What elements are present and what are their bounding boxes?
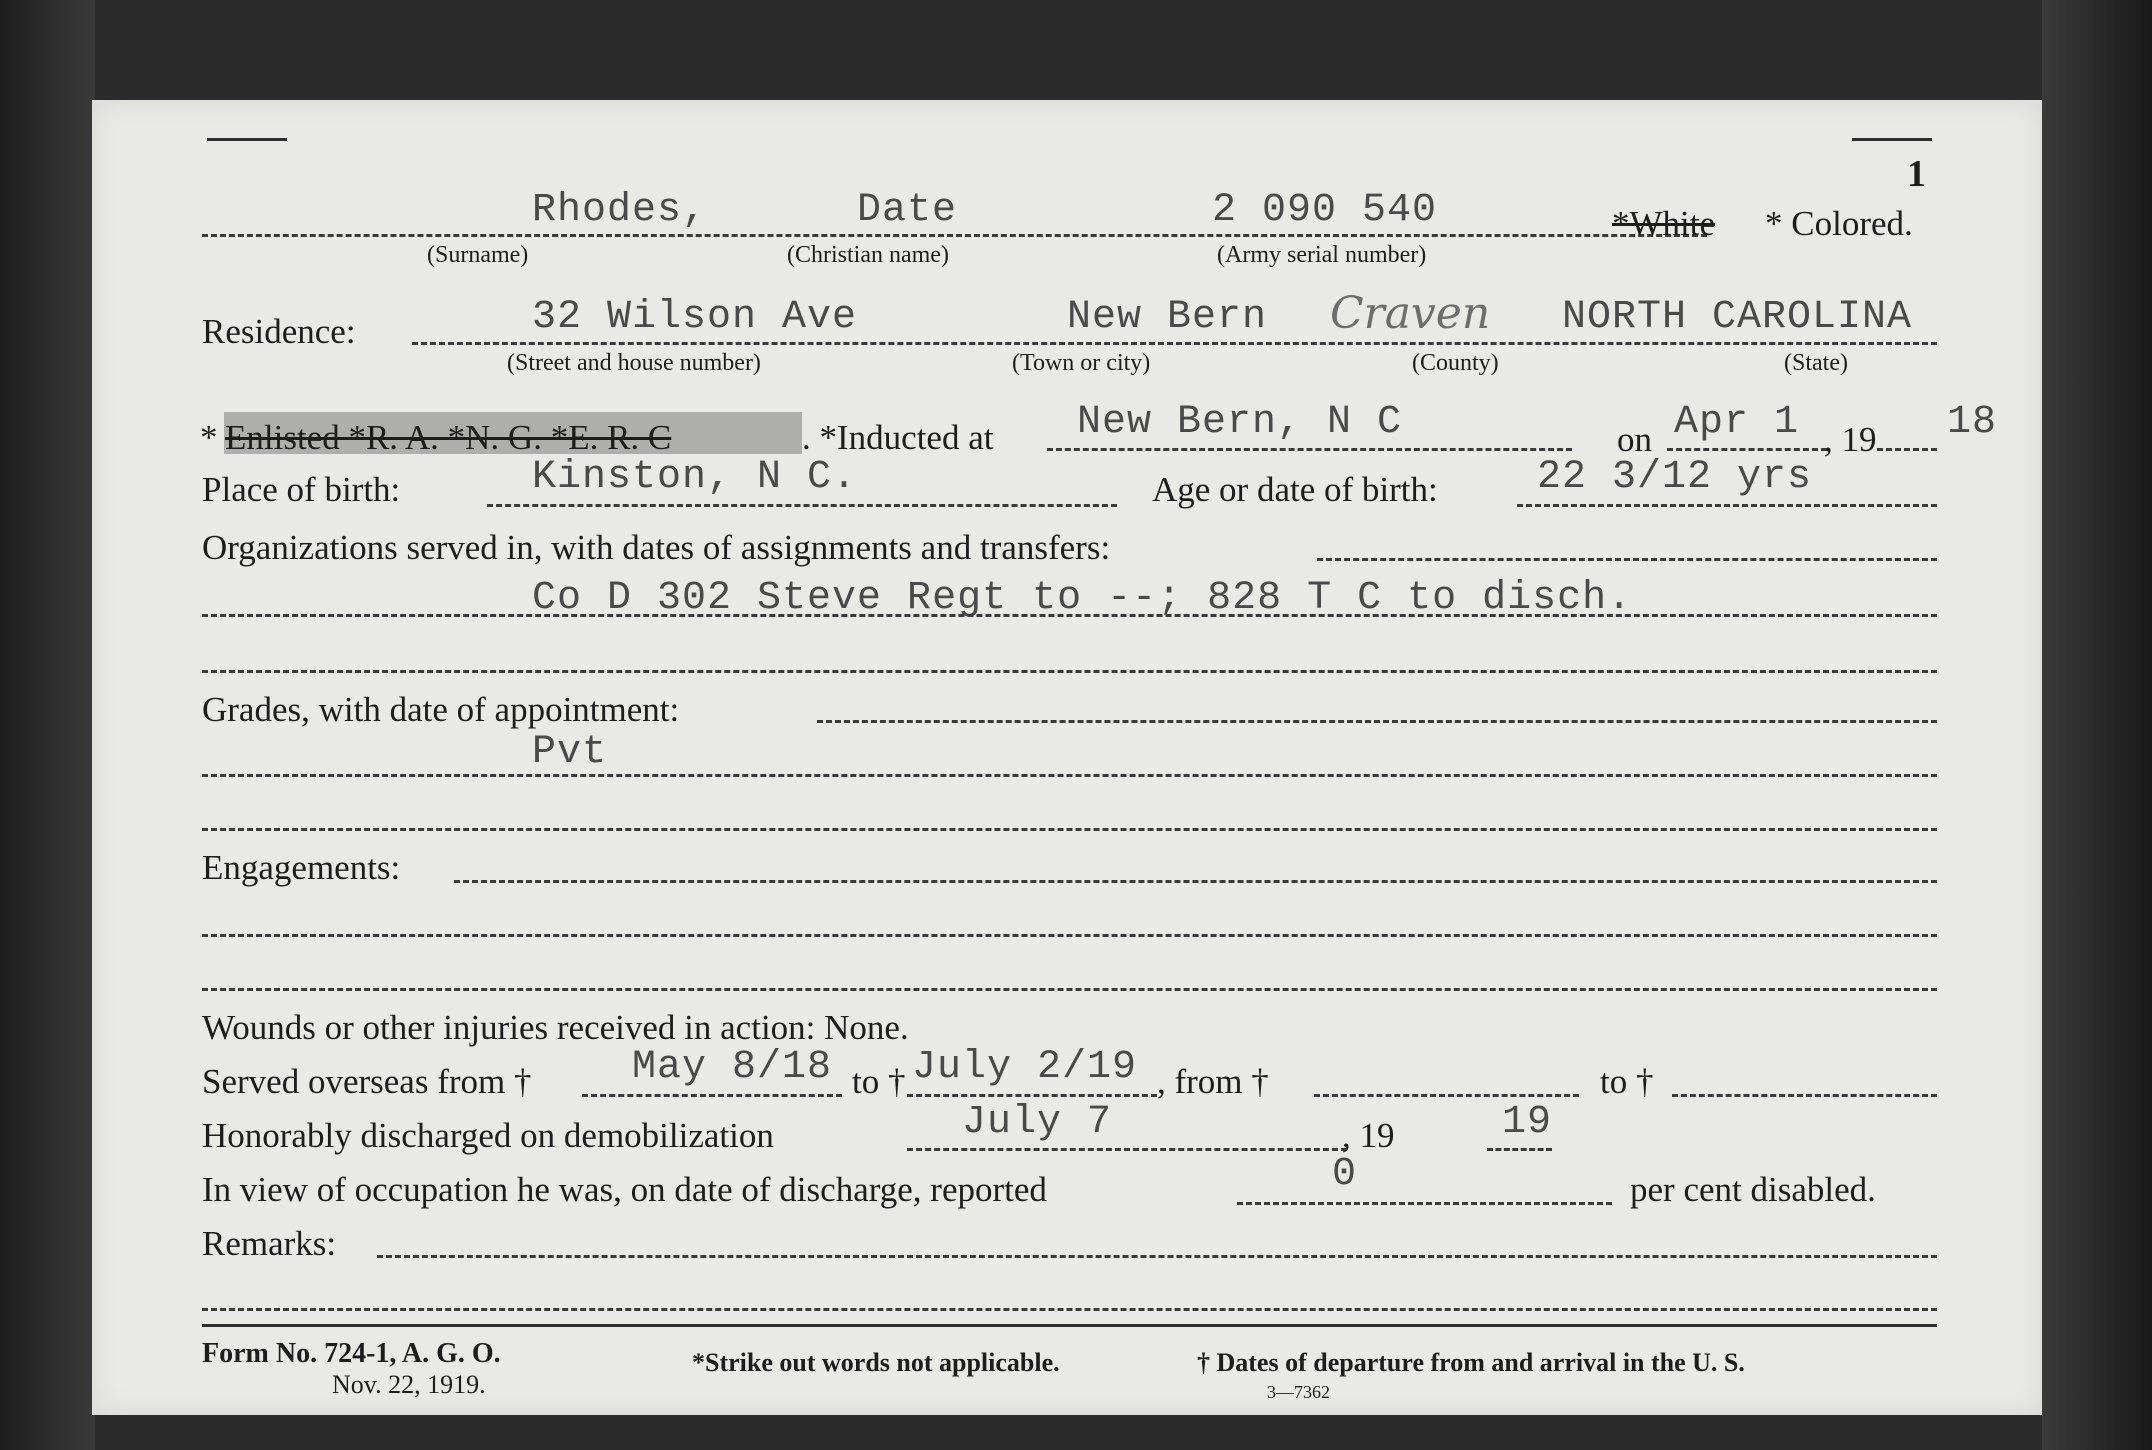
grades-line-2 — [202, 774, 1937, 777]
white-option: *White — [1612, 204, 1716, 243]
overseas-label: Served overseas from † — [202, 1062, 532, 1101]
page-number: 1 — [1907, 153, 1926, 195]
print-code: 3—7362 — [1267, 1382, 1330, 1402]
scan-background-right — [2042, 0, 2152, 1450]
disability-label: In view of occupation he was, on date of discharge, reported — [202, 1170, 1047, 1209]
overseas-to-label: to † — [852, 1062, 906, 1101]
discharge-year-value: 19 — [1502, 1100, 1553, 1145]
enlistment-types: Enlisted *R. A. *N. G. *E. R. C — [225, 418, 672, 457]
engagements-line-1 — [454, 880, 1937, 883]
form-number: Form No. 724-1, A. G. O. — [202, 1338, 501, 1369]
town-value: New Bern — [1067, 295, 1268, 340]
serial-caption: (Army serial number) — [1217, 242, 1427, 268]
remarks-line-1 — [377, 1255, 1937, 1258]
discharge-year-line — [1487, 1148, 1552, 1151]
inducted-line — [1047, 448, 1572, 451]
christian-name-caption: (Christian name) — [787, 242, 949, 268]
organizations-line-2 — [202, 614, 1937, 617]
wounds-text: Wounds or other injuries received in action: None. — [202, 1008, 909, 1047]
remarks-label: Remarks: — [202, 1224, 337, 1263]
overseas-from-value: May 8/18 — [632, 1045, 833, 1090]
top-left-rule — [207, 138, 287, 141]
engagements-line-3 — [202, 988, 1937, 991]
overseas-to-value: July 2/19 — [912, 1045, 1138, 1090]
serial-number-value: 2 090 540 — [1212, 188, 1438, 233]
state-value: NORTH CAROLINA — [1562, 295, 1913, 340]
induction-date-value: Apr 1 — [1674, 400, 1800, 445]
induction-year-line — [1877, 448, 1937, 451]
residence-line — [412, 342, 1937, 345]
age-line — [1517, 504, 1937, 507]
overseas-from2-line — [1314, 1094, 1579, 1097]
grades-line-3 — [202, 828, 1937, 831]
engagements-line-2 — [202, 934, 1937, 937]
header-line — [202, 234, 1707, 237]
overseas-from2-label: , from † — [1157, 1062, 1269, 1101]
induction-year-value: 18 — [1947, 400, 1998, 445]
street-value: 32 Wilson Ave — [532, 295, 858, 340]
discharge-year-prefix: , 19 — [1342, 1116, 1395, 1155]
overseas-from-line — [582, 1094, 842, 1097]
grades-label: Grades, with date of appointment: — [202, 690, 680, 729]
place-of-birth-line — [487, 504, 1117, 507]
overseas-to2-label: to † — [1600, 1062, 1654, 1101]
county-value: Craven — [1330, 288, 1491, 339]
remarks-line-2 — [202, 1308, 1937, 1311]
disability-suffix: per cent disabled. — [1630, 1170, 1876, 1209]
town-caption: (Town or city) — [1012, 350, 1151, 376]
disability-value: 0 — [1332, 1152, 1358, 1197]
overseas-to-line — [907, 1094, 1157, 1097]
induction-date-line — [1667, 448, 1827, 451]
surname-caption: (Surname) — [427, 242, 529, 268]
dates-note: † Dates of departure from and arrival in the U. S. — [1197, 1348, 1745, 1377]
organizations-value: Co D 302 Steve Regt to --; 828 T C to disch. — [532, 576, 1633, 621]
top-right-rule — [1852, 138, 1932, 141]
discharge-label: Honorably discharged on demobilization — [202, 1116, 774, 1155]
disability-line — [1237, 1202, 1612, 1205]
street-caption: (Street and house number) — [507, 350, 761, 376]
inducted-label: . *Inducted at — [802, 418, 994, 457]
engagements-label: Engagements: — [202, 848, 401, 887]
organizations-label: Organizations served in, with dates of assignments and transfers: — [202, 528, 1111, 567]
footer-rule — [202, 1324, 1937, 1327]
overseas-to2-line — [1672, 1094, 1937, 1097]
organizations-line-3 — [202, 670, 1937, 673]
inducted-at-value: New Bern, N C — [1077, 400, 1403, 445]
place-of-birth-label: Place of birth: — [202, 470, 401, 509]
age-label: Age or date of birth: — [1152, 470, 1438, 509]
on-label: on — [1617, 420, 1652, 459]
service-record-card — [92, 100, 2042, 1415]
state-caption: (State) — [1784, 350, 1848, 376]
discharge-date-line — [907, 1148, 1347, 1151]
grades-line-1 — [817, 720, 1937, 723]
surname-value: Rhodes, — [532, 188, 708, 233]
grades-value: Pvt — [532, 730, 608, 775]
strike-note: *Strike out words not applicable. — [692, 1348, 1060, 1377]
county-caption: (County) — [1412, 350, 1499, 376]
scan-background-left — [0, 0, 95, 1450]
discharge-date-value: July 7 — [962, 1100, 1113, 1145]
place-of-birth-value: Kinston, N C. — [532, 455, 858, 500]
organizations-line-1 — [1317, 558, 1937, 561]
age-value: 22 3/12 yrs — [1537, 455, 1813, 500]
form-date: Nov. 22, 1919. — [332, 1370, 486, 1399]
enlistment-star: * — [200, 418, 218, 457]
residence-label: Residence: — [202, 312, 356, 351]
colored-option: * Colored. — [1765, 204, 1913, 243]
induction-year-prefix: , 19 — [1824, 420, 1877, 459]
christian-name-value: Date — [857, 188, 958, 233]
